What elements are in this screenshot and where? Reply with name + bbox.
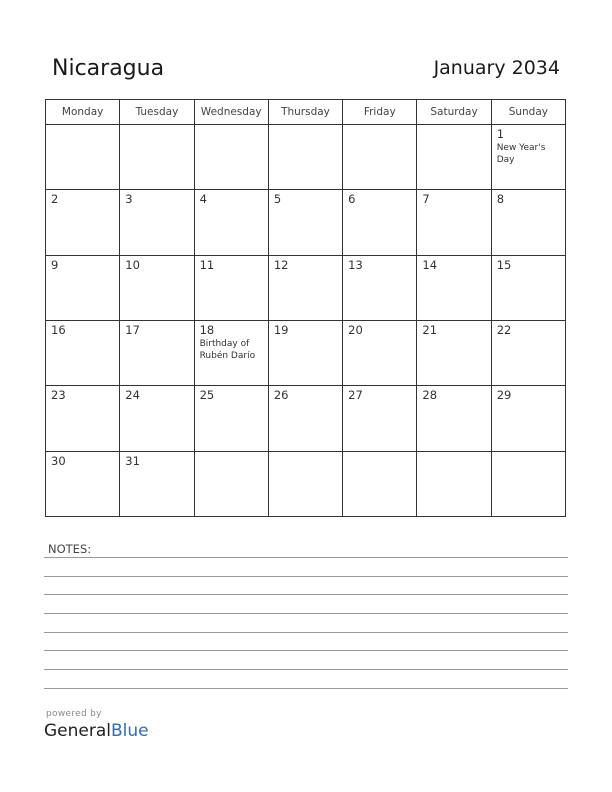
day-number: 22 — [496, 322, 512, 337]
day-number: 31 — [125, 453, 140, 468]
day-cell — [46, 386, 120, 451]
note-line — [44, 613, 568, 614]
holiday-label: Birthday of Rubén Darío — [199, 338, 256, 361]
day-number: 15 — [496, 257, 512, 272]
day-cell — [491, 386, 565, 451]
day-cell — [343, 255, 417, 320]
day-cell — [268, 125, 342, 190]
country-title: Nicaragua — [52, 56, 165, 81]
day-cell — [120, 320, 194, 385]
day-cell — [417, 451, 491, 516]
weekday-header: Sunday — [491, 100, 565, 125]
notes-label: NOTES: — [48, 542, 92, 556]
day-cell — [491, 320, 565, 385]
day-number: 3 — [125, 192, 133, 207]
day-cell — [343, 190, 417, 255]
day-cell — [268, 190, 342, 255]
holiday-label: New Year's Day — [496, 143, 546, 165]
day-cell — [194, 190, 268, 255]
day-cell — [268, 255, 342, 320]
day-cell — [120, 386, 194, 451]
note-line — [44, 594, 568, 595]
day-cell — [417, 255, 491, 320]
day-cell — [417, 190, 491, 255]
day-cell — [417, 320, 491, 385]
calendar-grid — [45, 99, 566, 517]
day-number: 20 — [348, 322, 363, 337]
month-year-title: January 2034 — [433, 57, 560, 79]
day-cell — [46, 320, 120, 385]
note-line — [44, 650, 568, 651]
day-cell — [194, 125, 268, 190]
day-cell — [268, 386, 342, 451]
day-number: 14 — [422, 257, 438, 272]
week-row — [46, 451, 566, 516]
day-cell — [491, 125, 565, 190]
day-number: 9 — [51, 257, 59, 272]
brand-general: General — [44, 721, 111, 741]
day-cell — [491, 451, 565, 516]
day-cell — [491, 190, 565, 255]
day-number: 4 — [199, 192, 207, 207]
day-number: 30 — [51, 453, 66, 468]
day-cell — [120, 190, 194, 255]
weekday-header: Friday — [343, 100, 417, 125]
week-row — [46, 190, 566, 255]
day-number: 29 — [496, 388, 512, 403]
week-row — [46, 125, 566, 190]
day-number: 28 — [422, 388, 438, 403]
day-number: 12 — [273, 257, 289, 272]
note-line — [44, 632, 568, 633]
day-cell — [417, 125, 491, 190]
week-row — [46, 320, 566, 385]
day-cell — [194, 451, 268, 516]
day-number: 7 — [422, 192, 430, 207]
day-number: 10 — [125, 257, 140, 272]
brand-logo[interactable] — [44, 721, 149, 741]
note-line — [44, 688, 568, 689]
day-cell — [417, 386, 491, 451]
day-cell — [268, 320, 342, 385]
week-row — [46, 386, 566, 451]
day-cell — [120, 255, 194, 320]
day-number: 2 — [51, 192, 59, 207]
day-number: 25 — [199, 388, 215, 403]
day-cell — [491, 255, 565, 320]
day-number: 5 — [273, 192, 282, 207]
weekday-header: Tuesday — [120, 100, 194, 125]
day-number: 1 — [496, 127, 505, 141]
day-number: 21 — [422, 322, 438, 337]
day-number: 13 — [348, 257, 363, 272]
day-number: 8 — [496, 192, 505, 207]
day-cell — [46, 190, 120, 255]
day-cell — [268, 451, 342, 516]
day-cell — [194, 386, 268, 451]
day-cell — [194, 320, 268, 385]
day-cell — [46, 125, 120, 190]
day-number: 27 — [348, 388, 363, 403]
note-line — [44, 669, 568, 670]
weekday-header: Monday — [46, 100, 120, 125]
day-number: 16 — [51, 322, 66, 337]
powered-by-text: powered by — [46, 709, 102, 719]
weekday-header: Thursday — [268, 100, 342, 125]
day-number: 6 — [348, 192, 356, 207]
weekday-header-row — [46, 100, 566, 125]
note-line — [44, 576, 568, 577]
day-number: 26 — [273, 388, 289, 403]
day-number: 23 — [51, 388, 66, 403]
day-cell — [46, 255, 120, 320]
day-cell — [343, 125, 417, 190]
weekday-header: Saturday — [417, 100, 491, 125]
day-number: 17 — [125, 322, 140, 337]
note-line — [44, 557, 568, 558]
week-row — [46, 255, 566, 320]
day-cell — [120, 125, 194, 190]
day-cell — [194, 255, 268, 320]
day-number: 24 — [125, 388, 140, 403]
day-number: 18 — [199, 322, 215, 337]
day-cell — [343, 320, 417, 385]
day-cell — [120, 451, 194, 516]
weekday-header: Wednesday — [194, 100, 268, 125]
day-number: 19 — [273, 322, 289, 337]
brand-blue: Blue — [111, 721, 149, 741]
day-cell — [46, 451, 120, 516]
day-number: 11 — [199, 257, 215, 272]
day-cell — [343, 451, 417, 516]
day-cell — [343, 386, 417, 451]
